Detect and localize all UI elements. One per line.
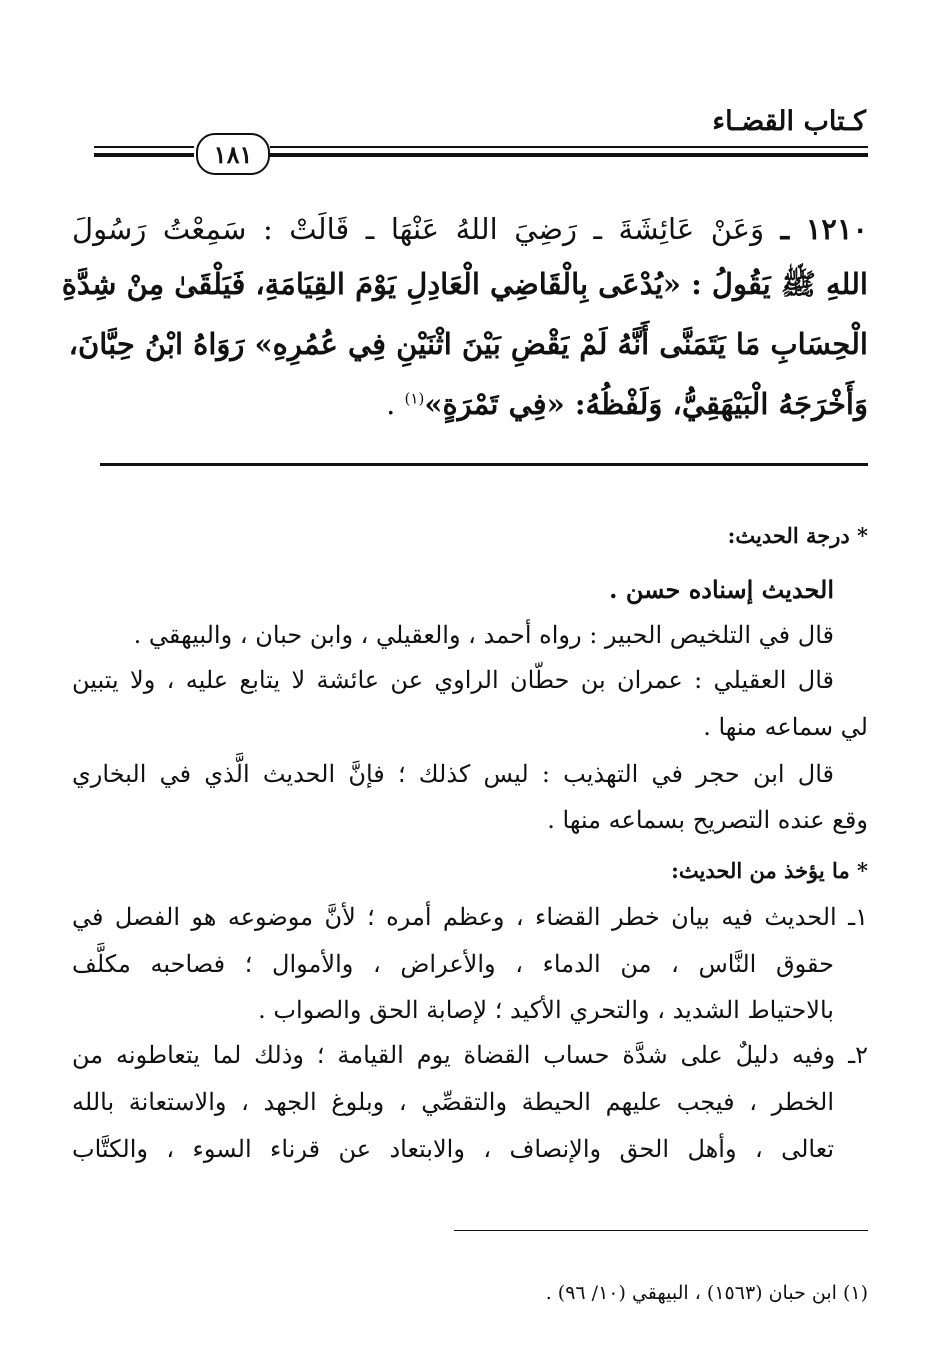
hadith-number-dash: ـ	[780, 212, 790, 246]
hadith-text-2: اللهِ ﷺ يَقُولُ : «يُدْعَى بِالْقَاضِي الْعَادِلِ يَوْمَ القِيَامَةِ، فَيَلْقَىٰ مِنْ شِدَّةِ	[61, 267, 868, 301]
lesson-line-4: ٢ـ وفيه دليلٌ على شدَّة حساب القضاة يوم القيامة ؛ وذلك لما يتعاطونه من	[72, 1041, 868, 1069]
header-rule-right-top	[270, 146, 868, 148]
footnote-rule	[454, 1230, 868, 1231]
hadith-text-3: الْحِسَابِ مَا يَتَمَنَّى أَنَّهُ لَمْ يَقْضِ بَيْنَ اثْنَيْنِ فِي عُمُرِهِ» رَوَاهُ ابْنُ حِبَّانَ،	[68, 327, 868, 361]
lesson-line-3: بالاحتياط الشديد ، والتحري الأكيد ؛ لإصابة الحق والصواب .	[258, 996, 834, 1024]
hadith-line-4	[386, 387, 868, 421]
section-divider	[100, 463, 868, 466]
hadith-line-1	[72, 212, 869, 246]
hadith-text-1: وَعَنْ عَائِشَةَ ـ رَضِيَ اللهُ عَنْهَا ـ قَالَتْ : سَمِعْتُ رَسُولَ	[72, 212, 765, 246]
hadith-end-dot: .	[386, 387, 396, 421]
header-rule-left-top	[94, 146, 194, 148]
chapter-title: كـتاب القضـاء	[712, 106, 866, 137]
hadith-number: ١٢١٠	[805, 212, 869, 246]
lessons-heading: * ما يؤخذ من الحديث:	[671, 858, 868, 883]
hadith-line-2	[61, 267, 868, 301]
grade-heading: * درجة الحديث:	[727, 523, 868, 548]
grade-line-1: الحديث إسناده حسن .	[609, 575, 834, 604]
lesson-line-6: تعالى ، وأهل الحق والإنصاف ، والابتعاد عن قرناء السوء ، والكتَّاب	[72, 1135, 834, 1163]
hadith-text-4: وَأَخْرَجَهُ الْبَيْهَقِيُّ، وَلَفْظُهُ: «فِي تَمْرَةٍ»	[424, 387, 868, 421]
grade-line-2: قال في التلخيص الحبير : رواه أحمد ، والعقيلي ، وابن حبان ، والبيهقي .	[133, 621, 834, 649]
grade-line-5: قال ابن حجر في التهذيب : ليس كذلك ؛ فإنَّ الحديث الَّذي في البخاري	[72, 760, 834, 788]
page-number: ١٨١	[196, 133, 270, 175]
lesson-line-2: حقوق النَّاس ، من الدماء ، والأعراض ، والأموال ؛ فصاحبه مكلَّف	[72, 950, 834, 978]
grade-line-6: وقع عنده التصريح بسماعه منها .	[547, 806, 868, 834]
grade-line-3: قال العقيلي : عمران بن حطّان الراوي عن عائشة لا يتابع عليه ، ولا يتبين	[72, 666, 834, 694]
lesson-line-5: الخطر ، فيجب عليهم الحيطة والتقصِّي ، وبلوغ الجهد ، والاستعانة بالله	[72, 1088, 834, 1116]
hadith-footnote-ref: (١)	[404, 389, 425, 408]
lesson-line-1: ١ـ الحديث فيه بيان خطر القضاء ، وعظم أمره ؛ لأنَّ موضوعه هو الفصل في	[72, 903, 868, 931]
header-rule-left-bottom	[94, 153, 194, 157]
grade-line-4: لي سماعه منها .	[703, 713, 868, 741]
hadith-line-3	[68, 327, 868, 361]
header-rule-right-bottom	[270, 153, 868, 157]
footnote-text: (١) ابن حبان (١٥٦٣) ، البيهقي (١٠/ ٩٦) .	[545, 1282, 868, 1304]
